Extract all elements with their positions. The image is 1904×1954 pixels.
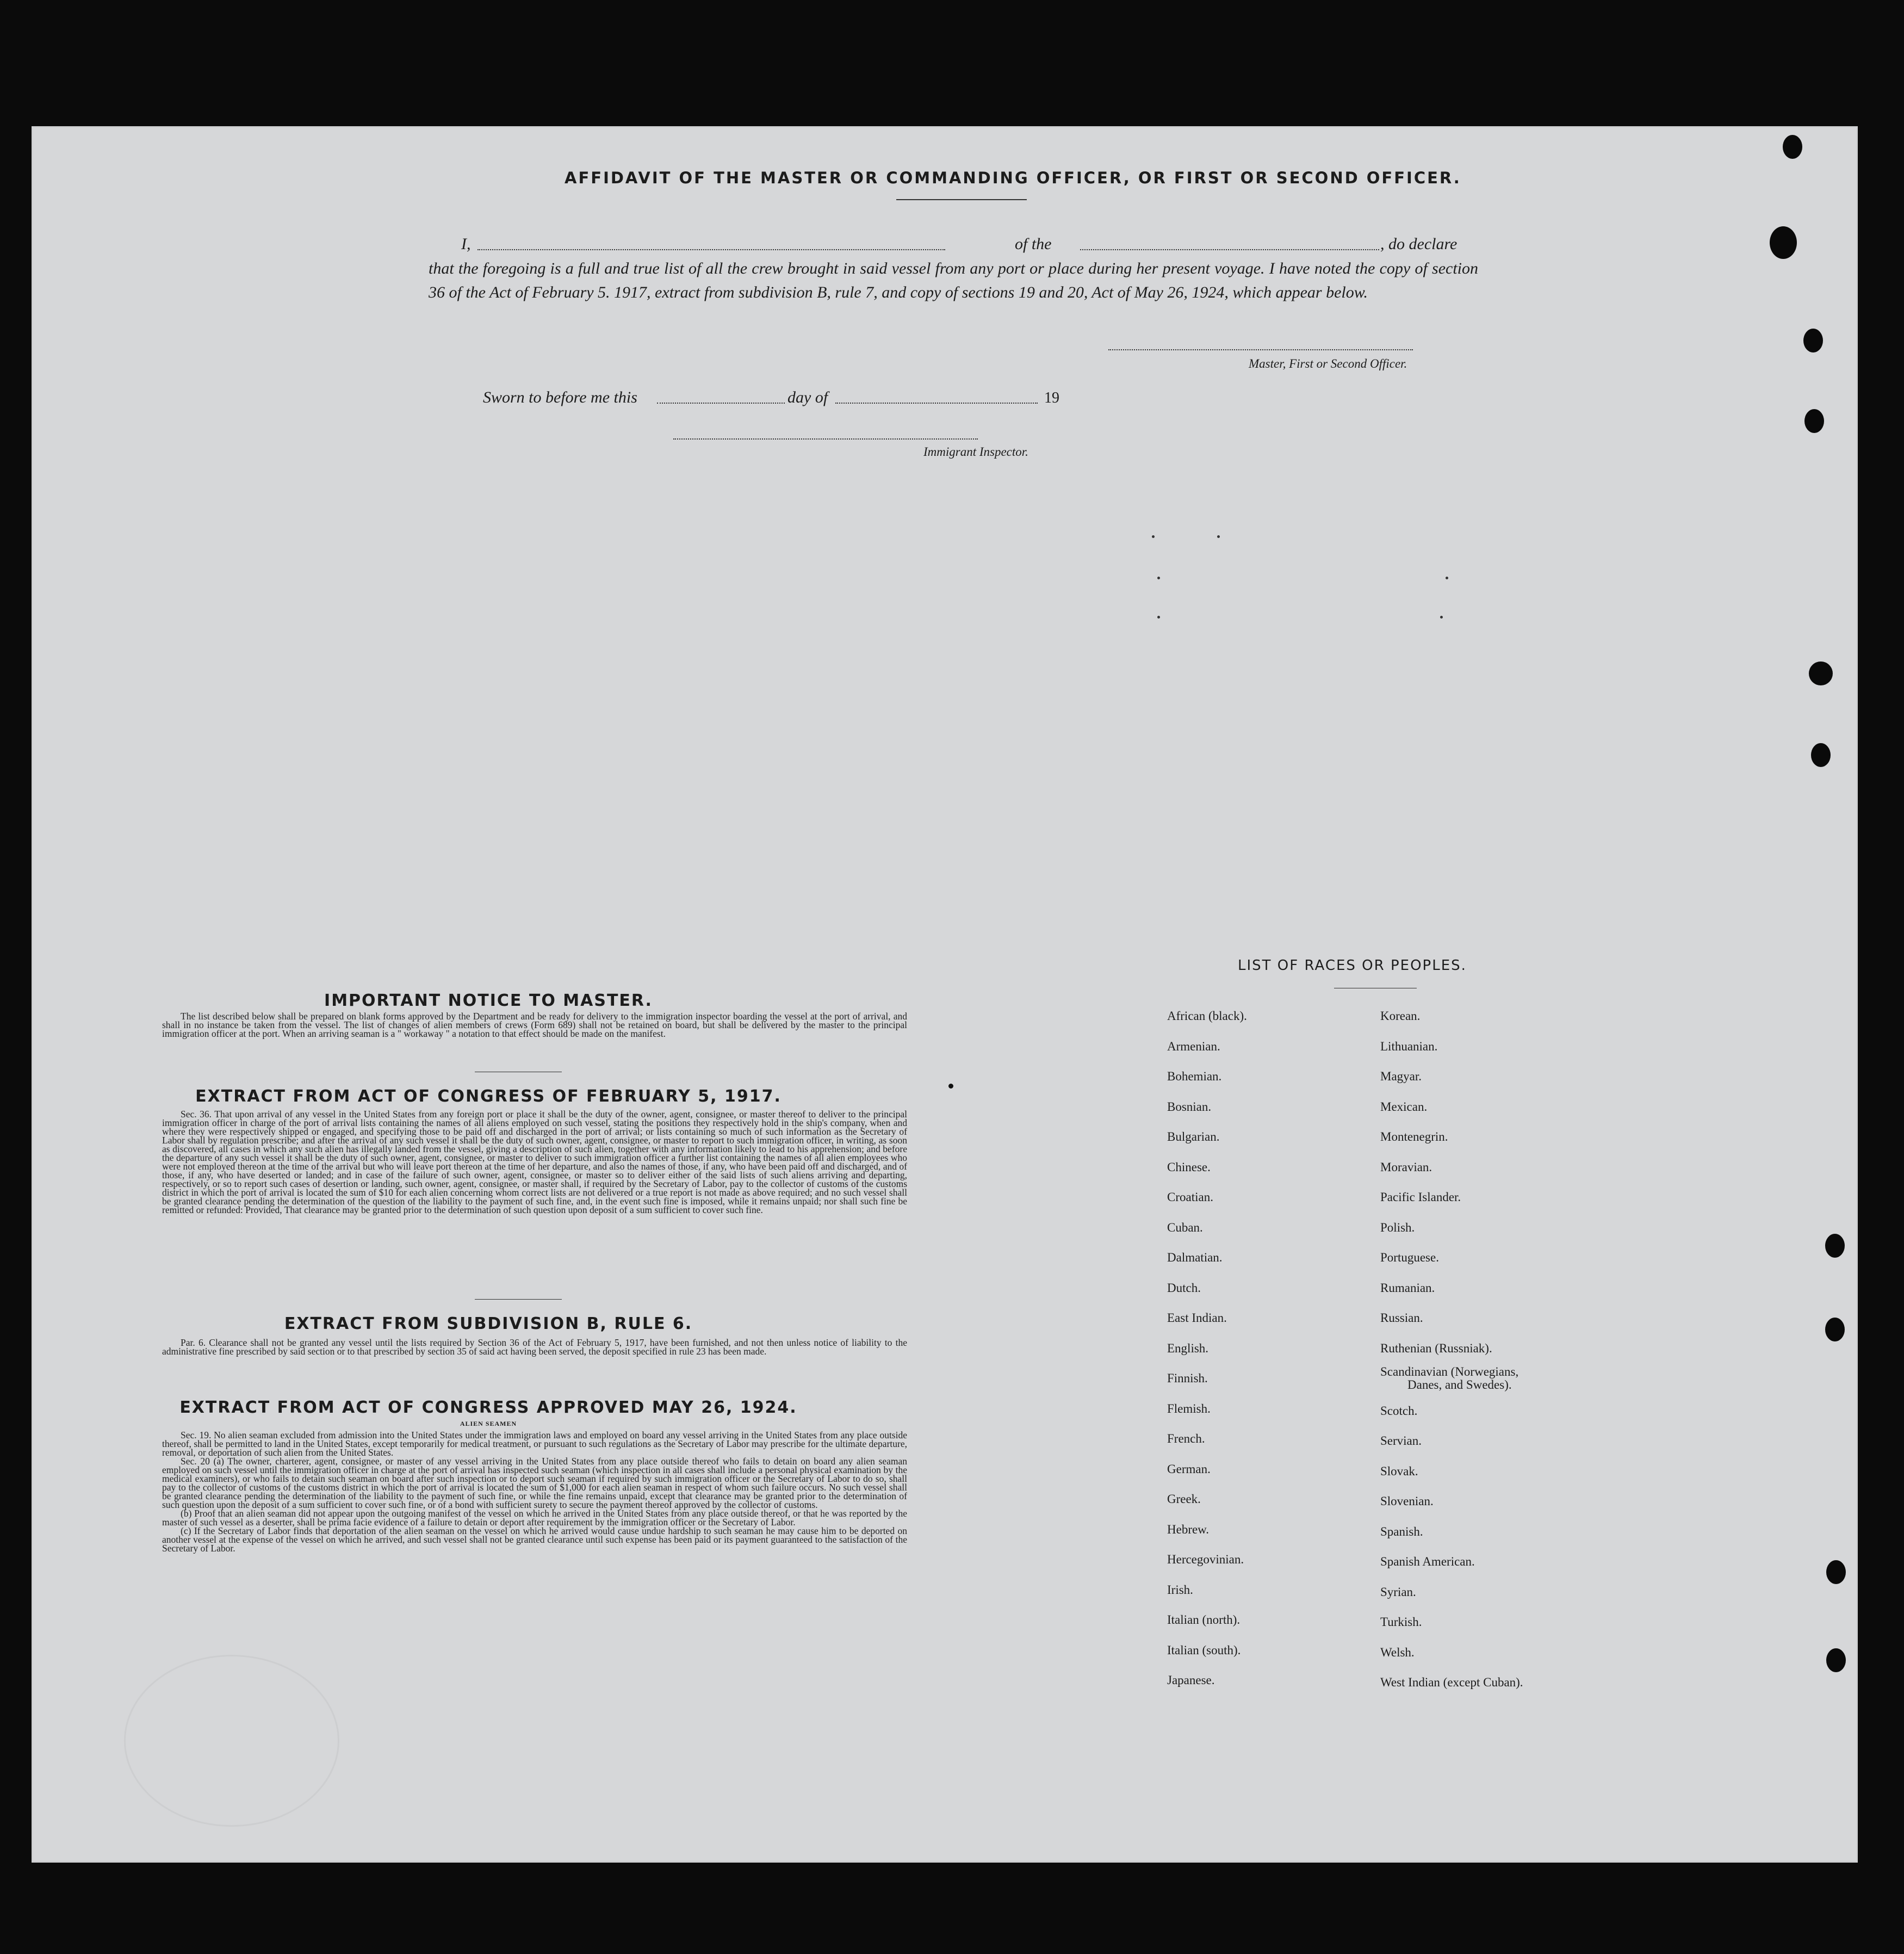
races-heading: LIST OF RACES OR PEOPLES.: [1238, 957, 1467, 974]
race-item: Chinese.: [1167, 1160, 1211, 1174]
speck: [1446, 577, 1448, 579]
race-item: Irish.: [1167, 1582, 1193, 1597]
extract-1917-paragraph: Sec. 36. That upon arrival of any vessel in the United States from any foreign port or place it shall be the duty of the owner, agent, consignee, or master thereof to deliver to the principal immigration officer in charge of the port of arrival lists containing the names of all aliens employed on such vessel, stating the positions they respectively hold in the ship's company, when and where they were respectively shipped or engaged, and specifying those to be paid off and discharged in the port of arrival; or lists containing so much of such information as the Secretary of Labor shall by regulation prescribe; and after the arrival of any such vessel it shall be the duty of such owner, agent, consignee, or master to report to such immigration officer, in writing, as soon as discovered, all cases in which any such alien has illegally landed from the vessel, giving a description of such alien, together with any information likely to lead to his apprehension; and before the departure of any such vessel it shall be the duty of such owner, agent, consignee, or master to deliver to such immigration officer a further list containing the names of all alien employees who were not employed thereon at the time of the arrival but who will leave port thereon at the time of her departure, and also the names of those, if any, who have been paid off and discharged, and of those, if any, who have deserted or landed; and in case of the failure of such owner, agent, consignee, or master so to deliver either of the said lists of such aliens arriving and departing, respectively, or so to report such cases of desertion or landing, such owner, agent, consignee, or master shall, if required by the Secretary of Labor, pay to the collector of customs of the customs district in which the port of arrival is located the sum of $10 for each alien concerning whom correct lists are not delivered or a true report is not made as above required; and no such vessel shall be granted clearance pending the determination of the question of the liability to the payment of such fine, and, in the event such fine is imposed, while it remains unpaid; nor shall such fine be remitted or refunded: Provided, That clearance may be granted prior to the determination of such question upon deposit of a sum sufficient to cover such fine.: [162, 1109, 907, 1215]
speck: [1440, 616, 1443, 619]
race-item: Lithuanian.: [1380, 1039, 1438, 1053]
punch-hole: [1803, 329, 1823, 353]
sec20b-paragraph: (b) Proof that an alien seaman did not appear upon the outgoing manifest of the vessel on which he arrived in the United States from any place outside thereof, or that he was reported by the master of such vessel as a deserter, shall be prima facie evidence of a failure to detain or deport after requirement by the immigration officer or the Secretary of Labor.: [162, 1508, 907, 1528]
extract-1924-heading: EXTRACT FROM ACT OF CONGRESS APPROVED MAY 26, 1924.: [179, 1398, 797, 1417]
affidavit-heading: AFFIDAVIT OF THE MASTER OR COMMANDING OFFICER, OR FIRST OR SECOND OFFICER.: [565, 169, 1461, 187]
race-item: Bohemian.: [1167, 1069, 1222, 1083]
race-item: Croatian.: [1167, 1190, 1213, 1204]
race-item: Slovak.: [1380, 1464, 1418, 1478]
speck: [1157, 577, 1160, 579]
extract-rule6-text: [162, 1338, 907, 1356]
extract-rule6-heading: EXTRACT FROM SUBDIVISION B, RULE 6.: [284, 1314, 693, 1333]
race-item: Armenian.: [1167, 1039, 1220, 1053]
race-item: Italian (south).: [1167, 1643, 1241, 1657]
race-item: Magyar.: [1380, 1069, 1422, 1083]
race-item-continued: Danes, and Swedes).: [1407, 1378, 1512, 1392]
race-item: Slovenian.: [1380, 1494, 1434, 1508]
race-item: Russian.: [1380, 1311, 1423, 1325]
speck: [1217, 535, 1220, 538]
extract-1924-text: [162, 1431, 907, 1553]
race-item: Bosnian.: [1167, 1099, 1212, 1114]
race-item-scandinavian: [1380, 1363, 1523, 1396]
race-item: Ruthenian (Russniak).: [1380, 1341, 1492, 1355]
month-blank[interactable]: [835, 403, 1038, 404]
race-item: Polish.: [1380, 1220, 1415, 1234]
sworn-label: Sworn to before me this: [483, 388, 637, 406]
punch-hole: [1826, 1648, 1846, 1672]
race-item: Syrian.: [1380, 1585, 1416, 1599]
race-item: Flemish.: [1167, 1401, 1211, 1415]
race-item: Rumanian.: [1380, 1281, 1435, 1295]
day-of-label: day of: [787, 388, 828, 406]
punch-hole: [1770, 226, 1797, 259]
signature-label: Master, First or Second Officer.: [1249, 357, 1407, 370]
of-the-label: of the: [1015, 235, 1052, 253]
punch-hole: [1809, 661, 1833, 685]
race-item: Portuguese.: [1380, 1251, 1439, 1264]
i-label: I,: [461, 235, 471, 253]
races-right-column: [1380, 1001, 1523, 1698]
race-item: French.: [1167, 1432, 1205, 1445]
notice-heading: IMPORTANT NOTICE TO MASTER.: [324, 991, 653, 1010]
sec19-paragraph: Sec. 19. No alien seaman excluded from admission into the United States under the immigration laws and employed on board any vessel arriving in the United States from any place outside thereof, shall be permitted to land in the United States, except temporarily for medical treatment, or pursuant to such regulations as the Secretary of Labor may prescribe for the ultimate departure, removal, or deportation of such alien from the United States.: [162, 1430, 907, 1458]
race-item: Hebrew.: [1167, 1522, 1210, 1536]
punch-hole: [1783, 135, 1802, 159]
race-item: Montenegrin.: [1380, 1130, 1448, 1143]
race-item: Spanish.: [1380, 1524, 1423, 1538]
punch-hole: [1804, 409, 1824, 433]
punch-hole: [1811, 743, 1831, 767]
punch-hole: [1825, 1234, 1845, 1258]
inspector-label: Immigrant Inspector.: [923, 445, 1028, 459]
faint-seal: [124, 1655, 339, 1827]
year-label: 19: [1044, 389, 1059, 406]
divider: [475, 1299, 562, 1300]
extract-1917-text: [162, 1110, 907, 1214]
race-item: Moravian.: [1380, 1160, 1432, 1174]
speck: [1157, 616, 1160, 619]
do-declare-label: , do declare: [1380, 235, 1458, 253]
race-item: Servian.: [1380, 1434, 1422, 1448]
punch-hole: [1826, 1560, 1846, 1584]
race-item: Bulgarian.: [1167, 1130, 1220, 1143]
race-item: German.: [1167, 1462, 1211, 1476]
race-item: Greek.: [1167, 1492, 1201, 1506]
race-item: Finnish.: [1167, 1371, 1208, 1385]
race-item: Scandinavian (Norwegians,: [1380, 1365, 1519, 1378]
race-item: West Indian (except Cuban).: [1380, 1675, 1523, 1689]
punch-hole: [1825, 1318, 1845, 1341]
name-blank[interactable]: [477, 249, 945, 250]
race-item: Japanese.: [1167, 1673, 1215, 1687]
notice-paragraph: The list described below shall be prepared on blank forms approved by the Department and be ready for delivery to the immigration inspector boarding the vessel at the port of arrival, and shall in no instance be taken from the vessel. The list of changes of alien members of crews (Form 689) shall not be retained on board, but shall be delivered by the master to the principal immigration officer at the port. When an arriving seaman is a " workaway " a notation to that effect should be made on the manifest.: [162, 1011, 907, 1039]
race-item: Korean.: [1380, 1009, 1421, 1023]
day-blank[interactable]: [657, 403, 785, 404]
speck: [948, 1084, 953, 1089]
declaration-text: that the foregoing is a full and true list of all the crew brought in said vessel from any port or place during her present voyage. I have noted the copy of section 36 of the Act of February 5. 1917, extract from subdivision B, rule 7, and copy of sections 19 and 20, Act of May 26, 1924, which appear below.: [429, 259, 1478, 301]
race-item: Cuban.: [1167, 1220, 1203, 1234]
extract-rule6-paragraph: Par. 6. Clearance shall not be granted any vessel until the lists required by Section 36 of the Act of February 5, 1917, have been furnished, and not then unless notice of liability to the administrative fine prescribed by said section or to that prescribed by section 35 of said act having been served, the deposit specified in rule 23 has been made.: [162, 1337, 907, 1357]
vessel-blank[interactable]: [1080, 249, 1379, 250]
race-item: Dutch.: [1167, 1281, 1201, 1295]
alien-seamen-subheading: ALIEN SEAMEN: [460, 1420, 517, 1427]
race-item: Pacific Islander.: [1380, 1190, 1461, 1204]
race-item: Spanish American.: [1380, 1555, 1475, 1568]
sec20a-paragraph: Sec. 20 (a) The owner, charterer, agent, consignee, or master of any vessel arriving in the United States from any place outside thereof who fails to detain on board any alien seaman employed on such vessel until the immigration officer in charge at the port of arrival has inspected such seaman (which inspection in all cases shall include a personal physical examination by the medical examiners), or who fails to detain such seaman on board after such inspection or to deport such seaman if required by such immigration officer or the Secretary of Labor to do so, shall pay to the collector of customs of the customs district in which the port of arrival is located the sum of $1,000 for each alien seaman in respect of whom such failure occurs. No such vessel shall be granted clearance pending the determination of the liability to the payment of such fine, or while the fine remains unpaid, except that clearance may be granted prior to the determination of such question upon the deposit of a sum sufficient to cover such fine, or of a bond with sufficient surety to secure the payment thereof approved by the collector of customs.: [162, 1456, 907, 1510]
race-item: East Indian.: [1167, 1311, 1227, 1325]
notice-text: [162, 1012, 907, 1038]
speck: [1152, 535, 1155, 538]
extract-1917-heading: EXTRACT FROM ACT OF CONGRESS OF FEBRUARY 5, 1917.: [195, 1087, 782, 1106]
race-item: Hercegovinian.: [1167, 1553, 1244, 1566]
race-item: Mexican.: [1380, 1099, 1428, 1114]
races-left-column: [1167, 1001, 1247, 1696]
race-item: Italian (north).: [1167, 1613, 1241, 1627]
race-item: English.: [1167, 1341, 1209, 1355]
inspector-line[interactable]: [673, 438, 978, 440]
race-item: Welsh.: [1380, 1645, 1415, 1659]
document-sheet: [32, 126, 1858, 1863]
race-item: Scotch.: [1380, 1403, 1418, 1418]
sec20c-paragraph: (c) If the Secretary of Labor finds that deportation of the alien seaman on the vessel on which he arrived would cause undue hardship to such seaman he may cause him to be deported on another vessel at the expense of the vessel on which he arrived, and such vessel shall not be granted clearance until such expense has been paid or its payment guaranteed to the satisfaction of the Secretary of Labor.: [162, 1525, 907, 1554]
heading-underline: [896, 199, 1027, 200]
signature-line[interactable]: [1108, 349, 1413, 350]
race-item: African (black).: [1167, 1009, 1247, 1023]
race-item: Dalmatian.: [1167, 1251, 1223, 1264]
race-item: Turkish.: [1380, 1615, 1422, 1629]
